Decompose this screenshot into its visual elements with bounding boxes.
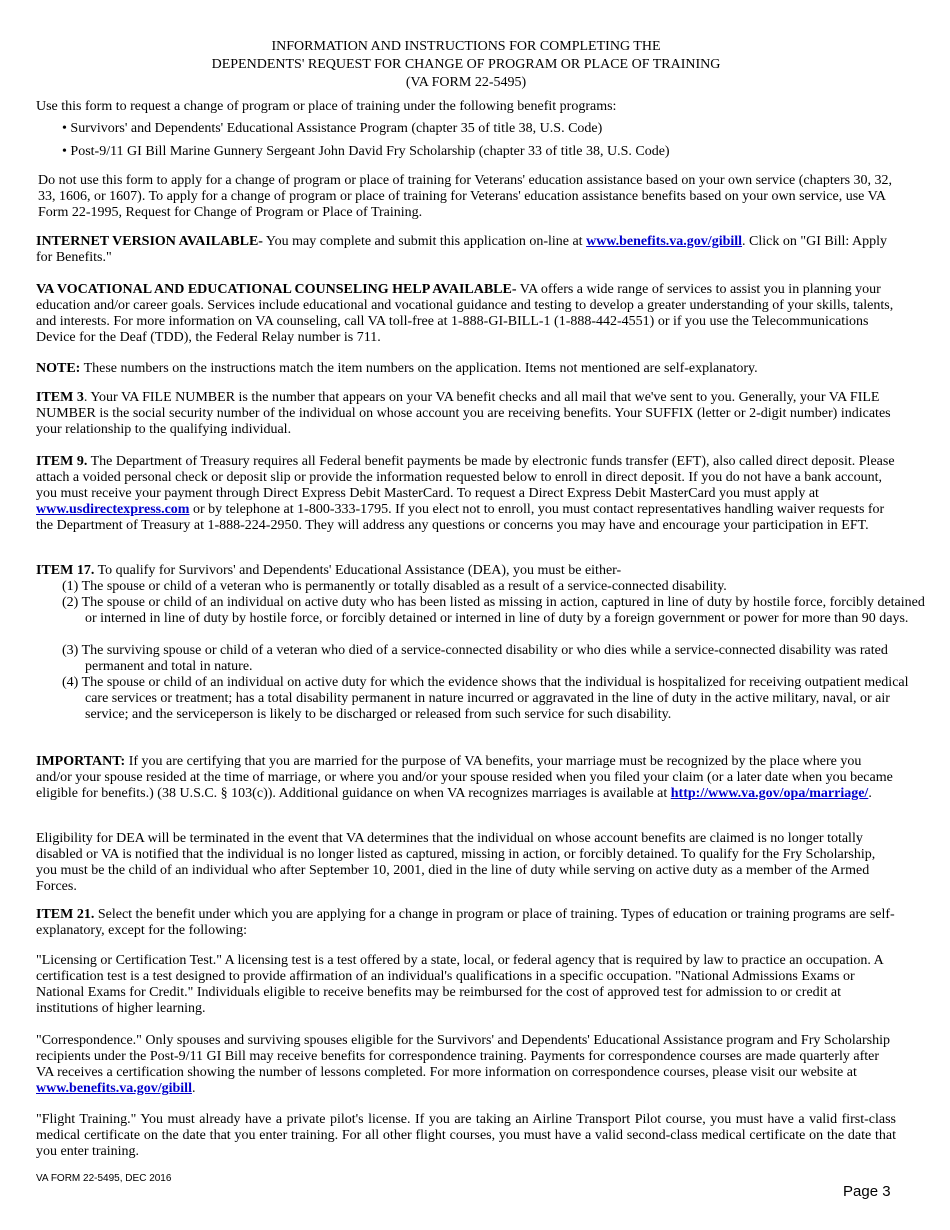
item-9-paragraph [36,454,896,534]
eligibility-paragraph: Eligibility for DEA will be terminated in the event that VA determines that the individual on whose account benefits are claimed is no longer totally disabled or VA is notified that the individual is no longer listed as captured, missing in action, or forcibly detained. To qualify for the Fry Scholarship, you must be the child of an individual who after September 10, 2001, died in the line of duty while serving on active duty as a member of the Armed Forces. [36,831,876,894]
intro-text: Use this form to request a change of program or place of training under the following benefit programs: [36,99,617,114]
item-9-text-2: or by telephone at 1-800-333-1795. If you elect not to enroll, you must contact representatives handling waiver requests for the Department of Treasury at 1-888-224-2950. They will address any questions or concerns you may have and encourage your participation in EFT. [36,502,885,533]
item-17-heading: ITEM 17. [36,563,95,578]
item-3-paragraph [36,390,896,438]
item-3-text: . Your VA FILE NUMBER is the number that appears on your VA benefit checks and all mail that we've sent to you. Generally, your VA FILE NUMBER is the social security number of the individual on whose account you are receiving benefits. Your SUFFIX (letter or 2-digit number) indicates your relationship to the qualifying individual. [36,390,891,437]
item-9-heading: ITEM 9. [36,454,88,469]
form-identifier: VA FORM 22-5495, DEC 2016 [36,1173,172,1184]
flight-training-paragraph: "Flight Training." You must already have a private pilot's license. If you are taking an Airline Transport Pilot course, you must have a valid first-class medical certificate on the date that you enter training. For all other flight courses, you must have a valid second-class medical certificate on the date that you enter training. [36,1112,896,1159]
internet-text-2: . Click on "GI Bill: Apply for Benefits." [36,234,887,265]
bullet-chapter-35: • Survivors' and Dependents' Educational Assistance Program (chapter 35 of title 38, U.S. Code) [62,121,603,136]
internet-heading: INTERNET VERSION AVAILABLE- [36,234,263,249]
note-heading: NOTE: [36,361,81,376]
important-text-2: . [868,786,872,801]
licensing-paragraph: "Licensing or Certification Test." A licensing test is a test offered by a state, local, or federal agency that is required by law to practice an occupation. A certification test is a test designed to provide affirmation of an individual's qualifications in a specific occupation. "National Admissions Exams or National Exams for Credit." Individuals eligible to receive benefits may be reimbursed for the cost of approved test for admission to or credit at institutions of higher learning. [36,953,883,1016]
important-heading: IMPORTANT: [36,754,126,769]
important-text-1: If you are certifying that you are married for the purpose of VA benefits, your marriage must be recognized by the place where you and/or your spouse resided at the time of marriage, or where you and/or your spouse resided when you filed your claim (or a later date when you became eligible for benefits.) (38 U.S.C. § 103(c)). Additional guidance on when VA recognizes marriages is available at [36,754,893,801]
counseling-paragraph [36,282,896,346]
item-21-paragraph [36,907,896,939]
usdirectexpress-link[interactable]: www.usdirectexpress.com [36,502,190,517]
header-line-2: DEPENDENTS' REQUEST FOR CHANGE OF PROGRAM OR PLACE OF TRAINING [211,57,721,72]
item-9-text-1: The Department of Treasury requires all Federal benefit payments be made by electronic funds transfer (EFT), also called direct deposit. Please attach a voided personal check or deposit slip or provide the information requested below to enroll in direct deposit. If you do not have a bank account, you must receive your payment through Direct Express Debit MasterCard. To request a Direct Express Debit MasterCard you must apply at [36,454,895,501]
header-line-3: (VA FORM 22-5495) [405,75,527,90]
item-21-text: Select the benefit under which you are applying for a change in program or place of training. Types of education or training programs are self-explanatory, except for the following: [36,907,895,938]
note-text: These numbers on the instructions match the item numbers on the application. Items not mentioned are self-explanatory. [80,361,758,376]
note-paragraph [36,361,896,377]
counseling-heading: VA VOCATIONAL AND EDUCATIONAL COUNSELING HELP AVAILABLE- [36,282,517,297]
item-17-condition-3: (3) The surviving spouse or child of a veteran who died of a service-connected disability or who dies while a service-connected disability was rated permanent and total in nature. [62,643,888,674]
internet-text-1: You may complete and submit this application on-line at [262,234,587,249]
item-17-condition-2: (2) The spouse or child of an individual on active duty who has been listed as missing in action, captured in line of duty by hostile force, forcibly detained or interned in line of duty by hostile force, or forcibly detained or interned in line of duty by a foreign government or power for more than 90 days. [62,595,925,626]
marriage-link[interactable]: http://www.va.gov/opa/marriage/ [670,786,869,801]
correspondence-paragraph [36,1033,896,1097]
bullet-fry-scholarship: • Post-9/11 GI Bill Marine Gunnery Sergeant John David Fry Scholarship (chapter 33 of title 38, U.S. Code) [62,144,670,159]
header-line-1: INFORMATION AND INSTRUCTIONS FOR COMPLETING THE [271,39,661,54]
gibill-link[interactable]: www.benefits.va.gov/gibill [586,234,743,249]
page-number: Page 3 [843,1183,891,1200]
do-not-use-paragraph: Do not use this form to apply for a change of program or place of training for Veterans' education assistance based on your own service (chapters 30, 32, 33, 1606, or 1607). To apply for a change of program or place of training for Veterans' education assistance benefits based on your own service, use VA Form 22-1995, Request for Change of Program or Place of Training. [38,173,893,220]
item-17-condition-1: (1) The spouse or child of a veteran who is permanently or totally disabled as a result of a service-connected disability. [62,579,727,594]
correspondence-text-1: "Correspondence." Only spouses and surviving spouses eligible for the Survivors' and Dependents' Educational Assistance program and Fry Scholarship recipients under the Post-9/11 GI Bill may receive benefits for correspondence training. Payments for correspondence courses are made quarterly after VA receives a certification showing the number of lessons completed. For more information on correspondence courses, please visit our website at [36,1033,890,1080]
item-21-heading: ITEM 21. [36,907,95,922]
item-3-heading: ITEM 3 [36,390,84,405]
item-17-text: To qualify for Survivors' and Dependents' Educational Assistance (DEA), you must be either- [94,563,622,578]
item-17-intro [36,563,896,579]
internet-paragraph [36,234,896,266]
correspondence-gibill-link[interactable]: www.benefits.va.gov/gibill [36,1081,192,1096]
item-17-condition-4: (4) The spouse or child of an individual on active duty for which the evidence shows that the individual is hospitalized for receiving outpatient medical care services or treatment; has a total disability permanent in nature incurred or aggravated in the line of duty in the active military, naval, or air service; and the serviceperson is likely to be discharged or released from such service for such disability. [62,675,909,722]
important-paragraph [36,754,896,802]
counseling-text: VA offers a wide range of services to assist you in planning your education and/or career goals. Services include educational and vocational guidance and testing to develop a greater understanding of your skills, talents, and interests. For more information on VA counseling, call VA toll-free at 1-888-GI-BILL-1 (1-888-442-4551) or if you use the Telecommunications Device for the Deaf (TDD), the Federal Relay number is 711. [36,282,894,345]
correspondence-text-2: . [191,1081,196,1096]
